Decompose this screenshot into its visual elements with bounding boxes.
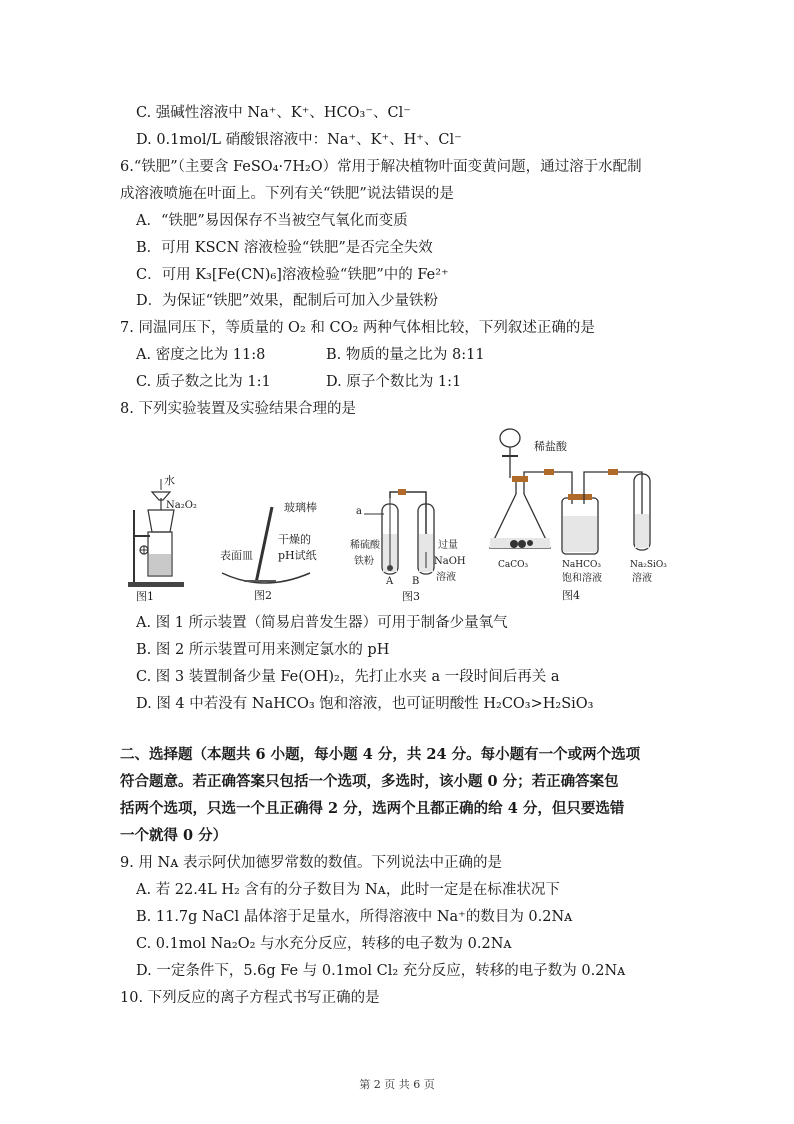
q6-option-c: C．可用 K₃[Fe(CN)₆]溶液检验“铁肥”中的 Fe²⁺	[136, 267, 449, 283]
figure-1-caption: 图1	[136, 590, 154, 603]
figure-4-solid-label: CaCO₃	[498, 560, 529, 570]
figure-4-right-label-1: Na₂SiO₃	[630, 560, 667, 570]
section-2-heading-line3: 括两个选项，只选一个且正确得 2 分，选两个且都正确的给 4 分，但只要选错	[120, 800, 625, 817]
q7-option-c: C. 质子数之比为 1:1	[136, 374, 271, 390]
q7-option-a: A. 密度之比为 11:8	[136, 347, 266, 363]
q7-option-d: D. 原子个数比为 1:1	[326, 374, 462, 390]
figure-1-reagent-label: Na₂O₂	[166, 500, 197, 511]
q5-option-d: D. 0.1mol/L 硝酸银溶液中：Na⁺、K⁺、H⁺、Cl⁻	[136, 132, 462, 148]
q6-stem-line1: 6.“铁肥”（主要含 FeSO₄·7H₂O）常用于解决植物叶面变黄问题，通过溶于水配制	[120, 159, 642, 175]
figure-1-water-label: 水	[164, 474, 175, 487]
figure-2-paper-label-1: 干燥的	[278, 533, 311, 546]
section-2-heading-line2: 符合题意。若正确答案只包括一个选项，多选时，该小题 0 分；若正确答案包	[120, 773, 619, 790]
figure-3-acid-label-2: 铁粉	[354, 556, 374, 567]
figure-4-acid-label: 稀盐酸	[534, 440, 567, 453]
figure-2-dish-label: 表面皿	[220, 549, 253, 562]
q7-option-b: B. 物质的量之比为 8:11	[326, 347, 485, 363]
q6-option-b: B．可用 KSCN 溶液检验“铁肥”是否完全失效	[136, 240, 433, 256]
page-number: 第 2 页 共 6 页	[359, 1078, 435, 1091]
figure-2-apparatus	[214, 495, 338, 604]
q9-option-a: A. 若 22.4L H₂ 含有的分子数目为 Nᴀ，此时一定是在标准状况下	[136, 882, 560, 898]
q6-option-d: D．为保证“铁肥”效果，配制后可加入少量铁粉	[136, 293, 438, 309]
figure-2-paper-label-2: pH试纸	[278, 549, 317, 562]
figure-3-naoh-label-1: 过量	[438, 540, 458, 551]
q9-option-c: C. 0.1mol Na₂O₂ 与水充分反应，转移的电子数为 0.2Nᴀ	[136, 936, 512, 952]
q9-stem: 9. 用 Nᴀ 表示阿伏加德罗常数的数值。下列说法中正确的是	[120, 855, 503, 871]
figure-4-right-label-2: 溶液	[632, 573, 652, 584]
q9-option-b: B. 11.7g NaCl 晶体溶于足量水，所得溶液中 Na⁺的数目为 0.2Nᴀ	[136, 909, 573, 925]
q8-stem: 8. 下列实验装置及实验结果合理的是	[120, 401, 356, 417]
q6-stem-line2: 成溶液喷施在叶面上。下列有关“铁肥”说法错误的是	[120, 186, 454, 202]
figure-3-caption: 图3	[402, 590, 420, 603]
q8-option-b: B. 图 2 所示装置可用来测定氯水的 pH	[136, 642, 390, 658]
figure-4-mid-label-2: 饱和溶液	[562, 573, 602, 584]
figure-4-caption: 图4	[562, 589, 580, 602]
figure-3-acid-label-1: 稀硫酸	[350, 540, 380, 551]
figure-3-clamp-label: a	[356, 506, 362, 517]
figure-3-apparatus	[350, 488, 474, 604]
figure-3-naoh-label-3: 溶液	[436, 572, 456, 583]
section-2-heading-line4: 一个就得 0 分）	[120, 827, 228, 844]
q5-option-c: C. 强碱性溶液中 Na⁺、K⁺、HCO₃⁻、Cl⁻	[136, 105, 411, 121]
figure-1-apparatus	[120, 470, 200, 604]
q8-option-d: D. 图 4 中若没有 NaHCO₃ 饱和溶液，也可证明酸性 H₂CO₃>H₂SiO₃	[136, 696, 594, 712]
figure-4-apparatus	[484, 426, 684, 604]
figure-2-rod-label: 玻璃棒	[284, 501, 317, 514]
section-2-heading-line1: 二、选择题（本题共 6 小题，每小题 4 分，共 24 分。每小题有一个或两个选项	[120, 746, 641, 763]
q10-stem: 10. 下列反应的离子方程式书写正确的是	[120, 990, 380, 1006]
figure-3-tube-a-label: A	[386, 576, 394, 587]
q6-option-a: A．“铁肥”易因保存不当被空气氧化而变质	[136, 213, 408, 229]
figure-3-tube-b-label: B	[412, 576, 420, 587]
q8-option-a: A. 图 1 所示装置（简易启普发生器）可用于制备少量氧气	[136, 615, 508, 631]
q7-stem: 7. 同温同压下，等质量的 O₂ 和 CO₂ 两种气体相比较，下列叙述正确的是	[120, 320, 595, 336]
q8-option-c: C. 图 3 装置制备少量 Fe(OH)₂，先打止水夹 a 一段时间后再关 a	[136, 669, 560, 685]
figure-4-mid-label-1: NaHCO₃	[562, 560, 601, 570]
q9-option-d: D. 一定条件下，5.6g Fe 与 0.1mol Cl₂ 充分反应，转移的电子数为 0.2Nᴀ	[136, 963, 626, 979]
figure-3-naoh-label-2: NaOH	[434, 556, 466, 567]
figure-2-caption: 图2	[254, 589, 272, 602]
